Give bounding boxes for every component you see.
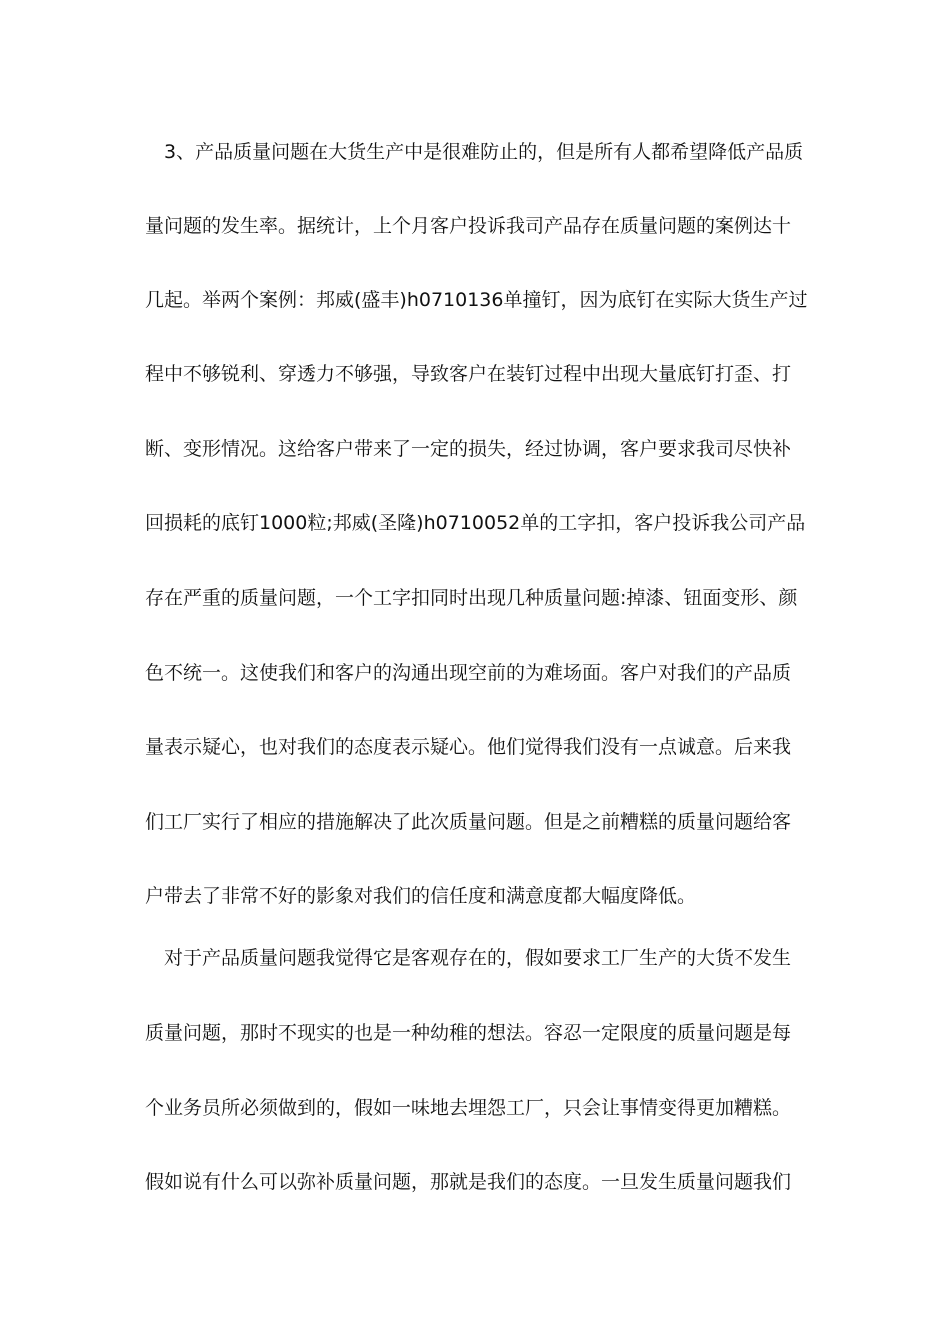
paragraph-2-line-3: 个业务员所必须做到的，假如一味地去埋怨工厂，只会让事情变得更加糟糕。 bbox=[145, 1097, 792, 1119]
paragraph-1-line-10: 们工厂实行了相应的措施解决了此次质量问题。但是之前糟糕的质量问题给客 bbox=[145, 811, 792, 833]
paragraph-1-line-11: 户带去了非常不好的影象对我们的信任度和满意度都大幅度降低。 bbox=[145, 885, 697, 907]
paragraph-2-line-2: 质量问题，那时不现实的也是一种幼稚的想法。容忍一定限度的质量问题是每 bbox=[145, 1022, 792, 1044]
paragraph-1-line-6: 回损耗的底钉1000粒;邦威(圣隆)h0710052单的工字扣，客户投诉我公司产品 bbox=[145, 512, 806, 534]
paragraph-1-line-1: 3、产品质量问题在大货生产中是很难防止的，但是所有人都希望降低产品质 bbox=[145, 141, 804, 163]
paragraph-1-line-4: 程中不够锐利、穿透力不够强，导致客户在装钉过程中出现大量底钉打歪、打 bbox=[145, 363, 792, 385]
paragraph-1-line-8: 色不统一。这使我们和客户的沟通出现空前的为难场面。客户对我们的产品质 bbox=[145, 662, 792, 684]
paragraph-1-line-5: 断、变形情况。这给客户带来了一定的损失，经过协调，客户要求我司尽快补 bbox=[145, 438, 792, 460]
paragraph-1-line-2: 量问题的发生率。据统计，上个月客户投诉我司产品存在质量问题的案例达十 bbox=[145, 215, 792, 237]
paragraph-2-line-1: 对于产品质量问题我觉得它是客观存在的，假如要求工厂生产的大货不发生 bbox=[145, 947, 792, 969]
paragraph-2-line-4: 假如说有什么可以弥补质量问题，那就是我们的态度。一旦发生质量问题我们 bbox=[145, 1171, 792, 1193]
paragraph-1-line-9: 量表示疑心，也对我们的态度表示疑心。他们觉得我们没有一点诚意。后来我 bbox=[145, 736, 792, 758]
paragraph-1-line-7: 存在严重的质量问题，一个工字扣同时出现几种质量问题:掉漆、钮面变形、颜 bbox=[145, 587, 798, 609]
paragraph-1-line-3: 几起。举两个案例：邦威(盛丰)h0710136单撞钉，因为底钉在实际大货生产过 bbox=[145, 289, 808, 311]
